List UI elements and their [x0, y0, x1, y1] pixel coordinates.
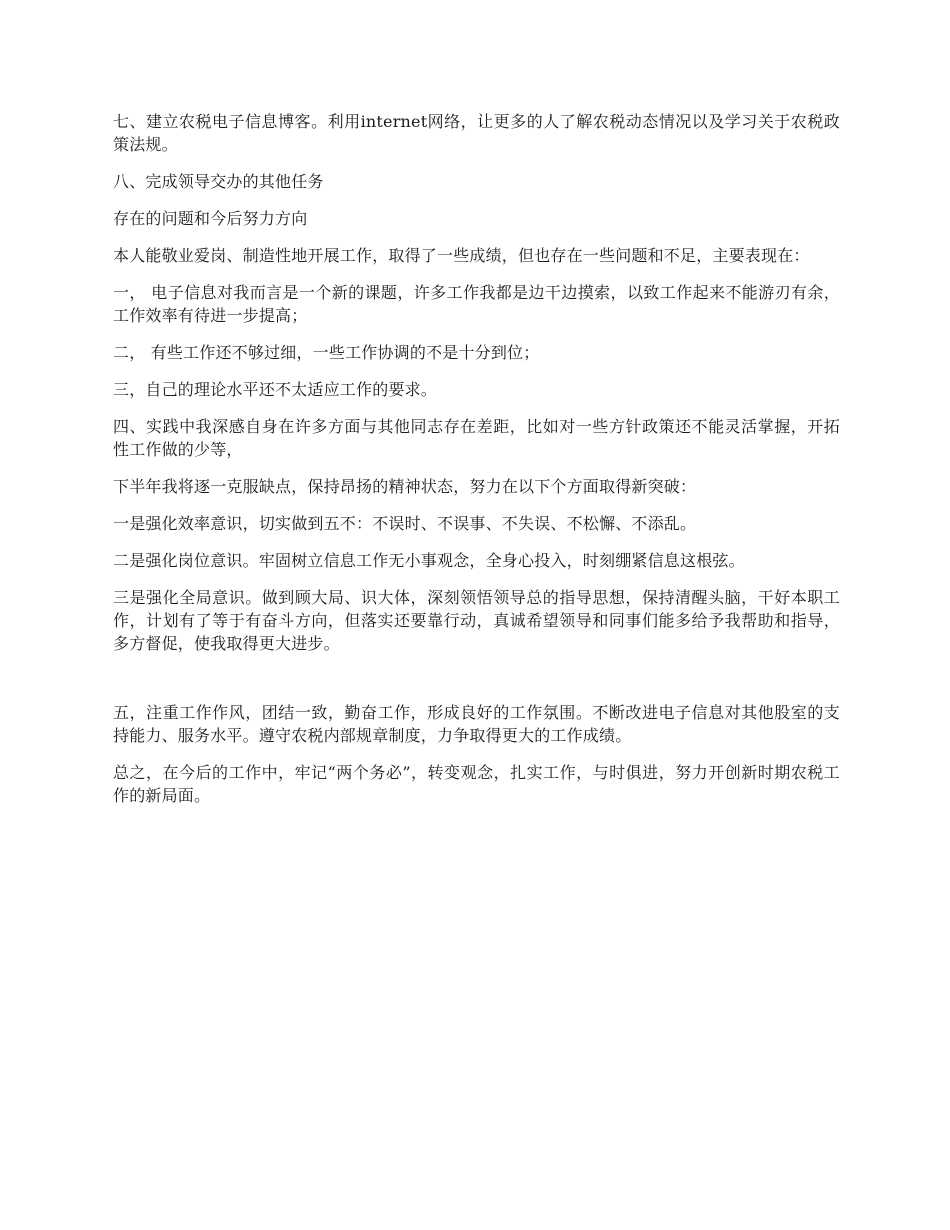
- paragraph-shortcomings-intro: 本人能敬业爱岗、制造性地开展工作，取得了一些成绩，但也存在一些问题和不足，主要表现在：: [113, 246, 810, 265]
- section-heading-problems: 存在的问题和今后努力方向: [113, 209, 308, 228]
- paragraph-plan-post: 二是强化岗位意识。牢固树立信息工作无小事观念，全身心投入，时刻绷紧信息这根弦。: [113, 551, 745, 570]
- paragraph-work-style: 五，注重工作作风，团结一致，勤奋工作，形成良好的工作氛围。不断改进电子信息对其他股室的支持能力、服务水平。遵守农税内部规章制度，力争取得更大的工作成绩。: [113, 703, 840, 745]
- paragraph-plan-intro: 下半年我将逐一克服缺点，保持昂扬的精神状态，努力在以下个方面取得新突破：: [113, 477, 697, 496]
- paragraph-plan-overall: 三是强化全局意识。做到顾大局、识大体，深刻领悟领导总的指导思想，保持清醒头脑，干好本职工作，计划有了等于有奋斗方向，但落实还要靠行动，真诚希望领导和同事们能多给予我帮助和指导，多方督促，使我取得更大进步。: [113, 588, 840, 653]
- paragraph-plan-efficiency: 一是强化效率意识，切实做到五不：不误时、不误事、不失误、不松懈、不添乱。: [113, 514, 697, 533]
- paragraph-problem-2: 二， 有些工作还不够过细，一些工作协调的不是十分到位；: [113, 343, 540, 362]
- paragraph-conclusion: 总之，在今后的工作中，牢记“两个务必”，转变观念，扎实工作，与时俱进，努力开创新时期农税工作的新局面。: [113, 763, 840, 805]
- paragraph-problem-1: 一， 电子信息对我而言是一个新的课题，许多工作我都是边干边摸索，以致工作起来不能游刃有余，工作效率有待进一步提高；: [113, 283, 840, 325]
- paragraph-problem-4: 四、实践中我深感自身在许多方面与其他同志存在差距，比如对一些方针政策还不能灵活掌握，开拓性工作做的少等，: [113, 417, 840, 459]
- paragraph-problem-3: 三，自己的理论水平还不太适应工作的要求。: [113, 380, 438, 399]
- paragraph-spacer: [113, 669, 840, 701]
- paragraph-item-7-blog: 七、建立农税电子信息博客。利用internet网络，让更多的人了解农税动态情况以及学习关于农税政策法规。: [113, 112, 840, 154]
- paragraph-item-8-other-tasks: 八、完成领导交办的其他任务: [113, 172, 324, 191]
- document-page: [113, 110, 840, 821]
